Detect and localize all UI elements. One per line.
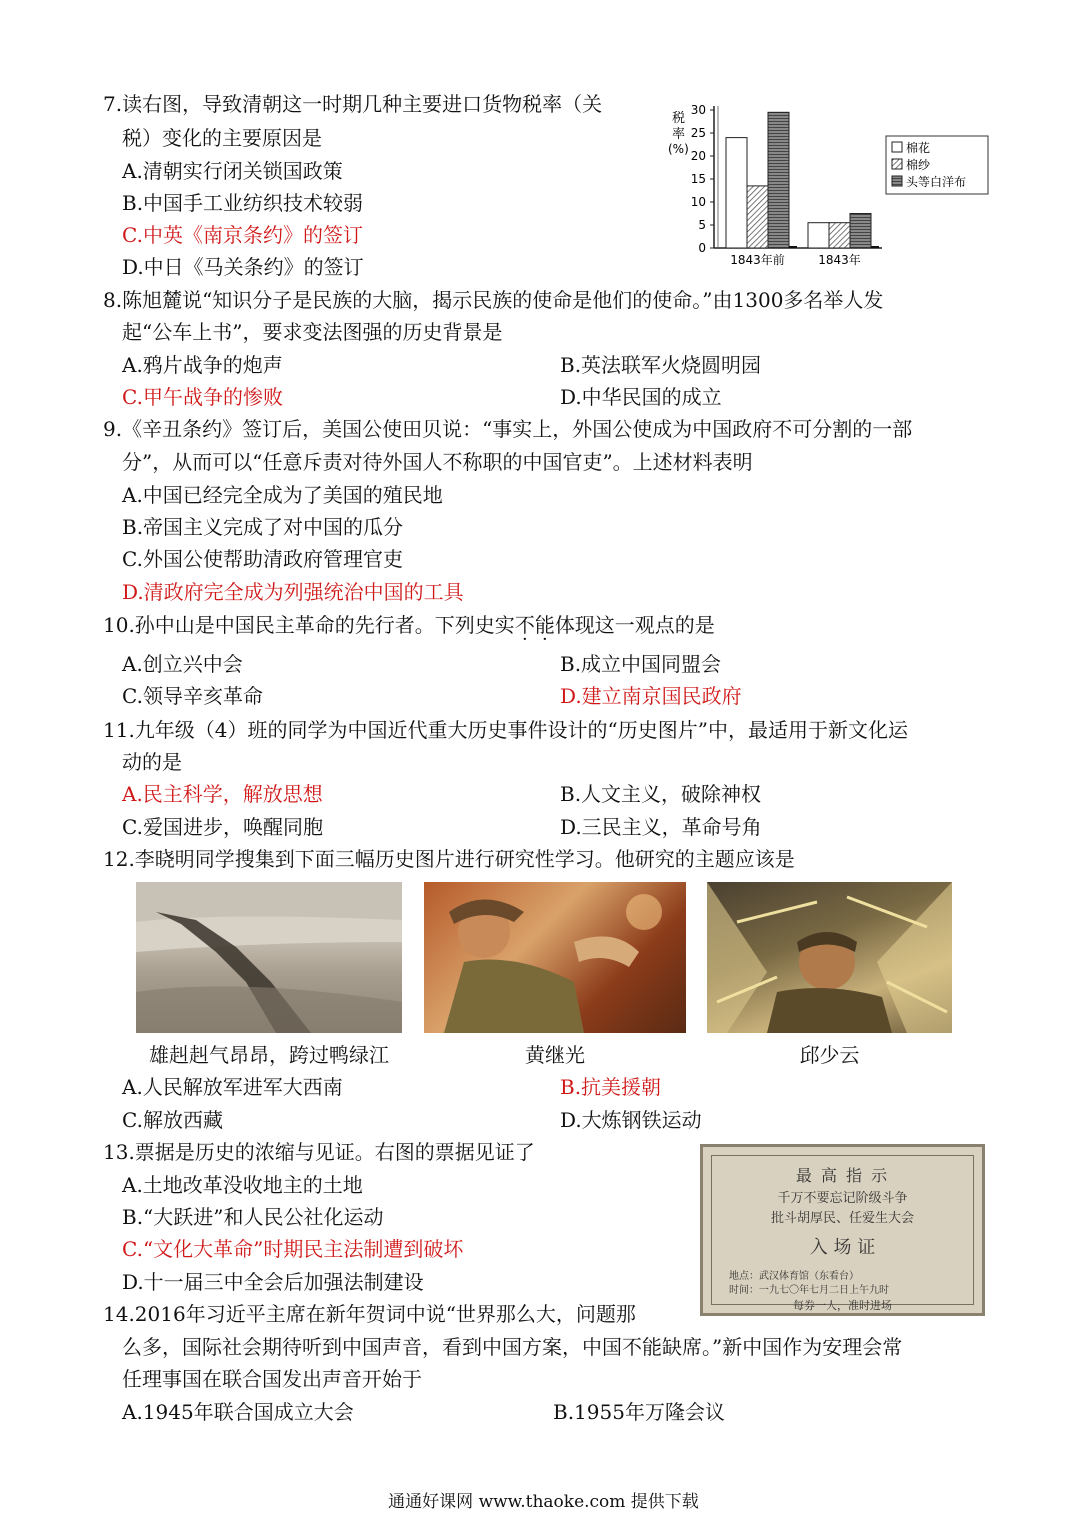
y-tick-label-10: 10 xyxy=(690,195,706,209)
q10-stem xyxy=(103,609,715,641)
q10-option-a: A.创立兴中会 xyxy=(122,652,243,676)
ticket-note: 每券一人，准时进场 xyxy=(793,1299,892,1312)
photo-huang-jiguang-drawing xyxy=(424,882,686,1033)
q10-option-d: D.建立南京国民政府 xyxy=(560,684,742,708)
legend-label-棉纱: 棉纱 xyxy=(906,158,931,172)
y-tick-label-25: 25 xyxy=(690,126,706,140)
y-tick-label-30: 30 xyxy=(690,103,706,117)
q14-stem-line1: 14.2016年习近平主席在新年贺词中说“世界那么大，问题那 xyxy=(103,1302,636,1326)
q13-option-c: C.“文化大革命”时期民主法制遭到破坏 xyxy=(122,1237,464,1261)
ticket-entry-pass: 入 场 证 xyxy=(809,1237,876,1258)
bar-base-1843年前 xyxy=(789,246,797,248)
page-footer: 通通好课网 www.thaoke.com 提供下载 xyxy=(388,1492,699,1512)
photo-crossing-yalu-river xyxy=(136,882,402,1033)
q11-option-b: B.人文主义，破除神权 xyxy=(560,782,762,806)
q7-stem-line1: 7.读右图，导致清朝这一时期几种主要进口货物税率（关 xyxy=(103,92,603,116)
photo-crossing-yalu-river-drawing xyxy=(136,882,402,1033)
q11-stem-line1: 11.九年级（4）班的同学为中国近代重大历史事件设计的“历史图片”中，最适用于新文化运 xyxy=(103,718,908,742)
q11-option-a: A.民主科学，解放思想 xyxy=(122,782,323,806)
q9-option-d: D.清政府完全成为列强统治中国的工具 xyxy=(122,580,464,604)
ticket-time: 时间：一九七〇年七月二日上午九时 xyxy=(729,1285,889,1296)
q8-stem-line1: 8.陈旭麓说“知识分子是民族的大脑，揭示民族的使命是他们的使命。”由1300多名举人发 xyxy=(103,288,884,312)
ticket-line-2: 千万不要忘记阶级斗争 xyxy=(777,1191,908,1206)
q7-option-d: D.中日《马关条约》的签订 xyxy=(122,255,364,279)
q8-option-d: D.中华民国的成立 xyxy=(560,385,722,409)
q14-stem-line2: 么多，国际社会期待听到中国声音，看到中国方案，中国不能缺席。”新中国作为安理会常 xyxy=(122,1335,903,1359)
legend-swatch-棉花 xyxy=(892,142,902,152)
x-category-label-1: 1843年 xyxy=(818,253,861,267)
q9-stem-line1: 9.《辛丑条约》签订后，美国公使田贝说：“事实上，外国公使成为中国政府不可分割的一部 xyxy=(103,417,913,441)
x-category-label-0: 1843年前 xyxy=(730,253,785,267)
photo-huang-jiguang xyxy=(424,882,686,1033)
y-axis-label-unit: (%) xyxy=(668,142,689,156)
q7-stem-line2: 税）变化的主要原因是 xyxy=(122,126,322,150)
ticket-location: 地点：武汉体育馆（东看台） xyxy=(729,1271,859,1282)
q7-option-c: C.中英《南京条约》的签订 xyxy=(122,223,363,247)
bar-棉花-1843年前 xyxy=(726,138,747,248)
q14-stem-line3: 任理事国在联合国发出声音开始于 xyxy=(122,1367,422,1391)
q10-option-c: C.领导辛亥革命 xyxy=(122,684,263,708)
y-axis-label-char1: 税 xyxy=(672,111,686,126)
q9-option-c: C.外国公使帮助清政府管理官吏 xyxy=(122,547,403,571)
photo-qiu-shaoyun-drawing xyxy=(707,882,952,1033)
q13-option-d: D.十一届三中全会后加强法制建设 xyxy=(122,1270,424,1294)
y-axis-label-char2: 率 xyxy=(672,127,686,142)
caption-photo-1: 雄赳赳气昂昂，跨过鸭绿江 xyxy=(149,1043,389,1067)
q10-emphasis-neng: 能 xyxy=(534,613,555,637)
caption-photo-2: 黄继光 xyxy=(525,1043,585,1067)
ticket-image xyxy=(700,1144,985,1316)
photo-qiu-shaoyun xyxy=(707,882,952,1033)
bar-头等白洋布-1843年前 xyxy=(768,112,789,248)
legend-label-棉花: 棉花 xyxy=(906,141,931,155)
q13-option-b: B.“大跃进”和人民公社化运动 xyxy=(122,1205,384,1229)
legend-swatch-棉纱 xyxy=(892,159,902,169)
q11-option-d: D.三民主义，革命号角 xyxy=(560,815,762,839)
q9-option-b: B.帝国主义完成了对中国的瓜分 xyxy=(122,515,404,539)
q10-option-b: B.成立中国同盟会 xyxy=(560,652,722,676)
ticket-title: 最 高 指 示 xyxy=(795,1166,890,1185)
q10-stem-pre: 10.孙中山是中国民主革命的先行者。下列史实 xyxy=(103,613,515,637)
q12-option-b: B.抗美援朝 xyxy=(560,1075,662,1099)
q11-stem-line2: 动的是 xyxy=(122,750,182,774)
q14-option-b: B.1955年万隆会议 xyxy=(553,1400,725,1424)
q9-option-a: A.中国已经完全成为了美国的殖民地 xyxy=(122,483,443,507)
q9-stem-line2: 分”，从而可以“任意斥责对待外国人不称职的中国官吏”。上述材料表明 xyxy=(122,450,753,474)
y-tick-label-5: 5 xyxy=(698,218,706,232)
q12-stem: 12.李晓明同学搜集到下面三幅历史图片进行研究性学习。他研究的主题应该是 xyxy=(103,847,795,871)
q8-option-b: B.英法联军火烧圆明园 xyxy=(560,353,762,377)
legend-swatch-头等白洋布 xyxy=(892,176,902,186)
tariff-bar-chart xyxy=(662,96,992,270)
bar-棉花-1843年 xyxy=(808,223,829,248)
q11-option-c: C.爱国进步，唤醒同胞 xyxy=(122,815,323,839)
legend-label-头等白洋布: 头等白洋布 xyxy=(906,175,967,189)
q13-stem: 13.票据是历史的浓缩与见证。右图的票据见证了 xyxy=(103,1140,535,1164)
q7-option-b: B.中国手工业纺织技术较弱 xyxy=(122,191,364,215)
q14-option-a: A.1945年联合国成立大会 xyxy=(122,1400,354,1424)
caption-photo-3: 邱少云 xyxy=(799,1043,860,1067)
y-tick-label-20: 20 xyxy=(690,149,706,163)
bar-棉纱-1843年 xyxy=(829,223,850,248)
q12-option-a: A.人民解放军进军大西南 xyxy=(122,1075,343,1099)
q10-stem-post: 体现这一观点的是 xyxy=(554,613,715,637)
q8-option-c: C.甲午战争的惨败 xyxy=(122,385,283,409)
bar-棉纱-1843年前 xyxy=(747,186,768,248)
q10-emphasis-bu: 不 xyxy=(514,613,535,637)
q12-option-c: C.解放西藏 xyxy=(122,1108,223,1132)
y-tick-label-15: 15 xyxy=(690,172,706,186)
q13-option-a: A.土地改革没收地主的土地 xyxy=(122,1173,363,1197)
q7-option-a: A.清朝实行闭关锁国政策 xyxy=(122,159,343,183)
q8-stem-line2: 起“公车上书”，要求变法图强的历史背景是 xyxy=(122,320,503,344)
bar-头等白洋布-1843年 xyxy=(850,214,871,249)
q8-option-a: A.鸦片战争的炮声 xyxy=(122,353,283,377)
ticket-line-3: 批斗胡厚民、任爱生大会 xyxy=(770,1211,914,1226)
q12-option-d: D.大炼钢铁运动 xyxy=(560,1108,702,1132)
y-tick-label-0: 0 xyxy=(698,241,706,255)
bar-base-1843年 xyxy=(871,246,879,248)
